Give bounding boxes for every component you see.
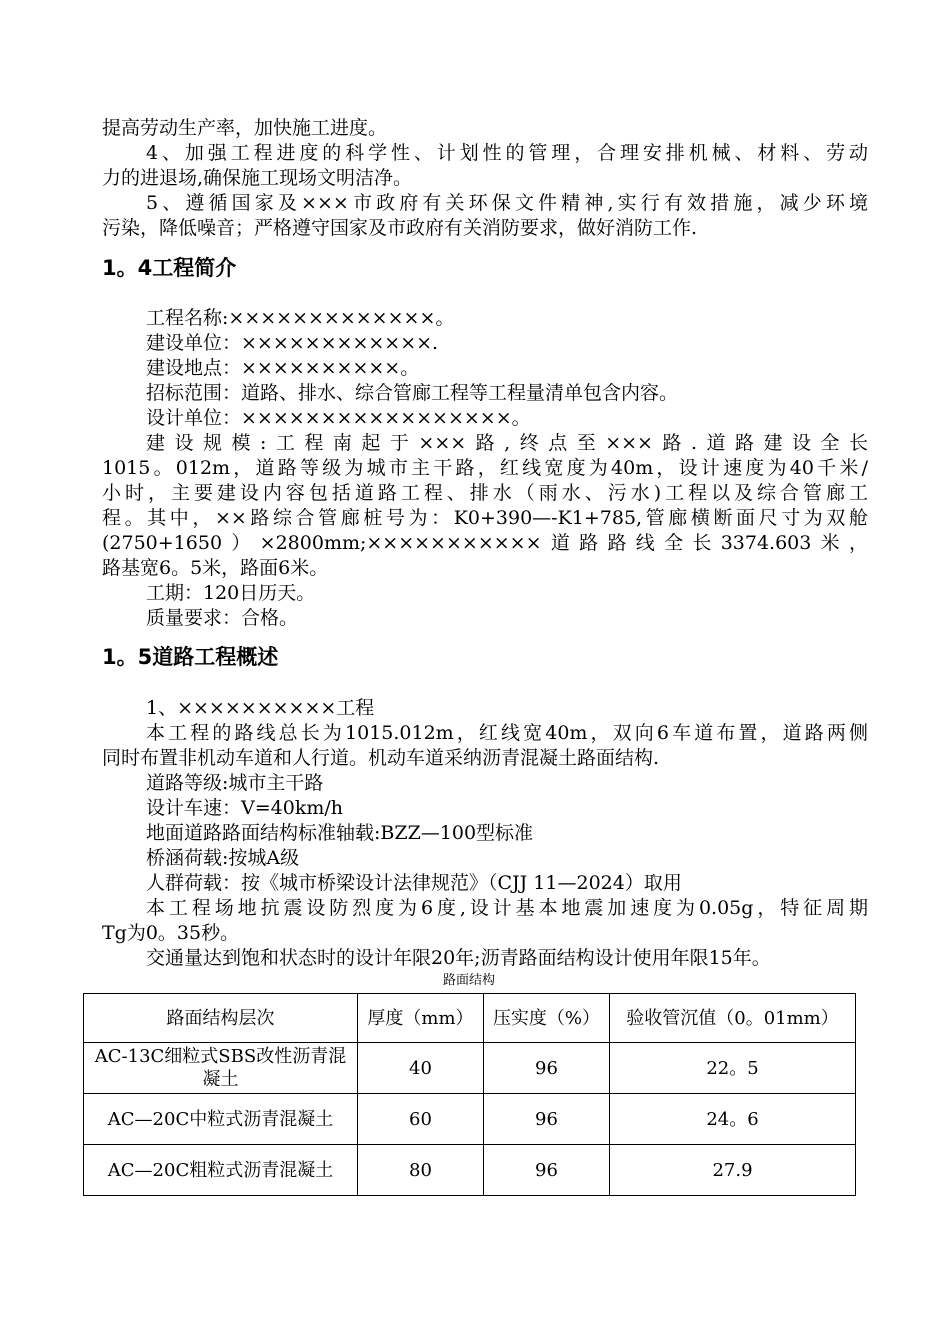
table-cell: 60	[358, 1094, 484, 1145]
info-line: 本工程场地抗震设防烈度为6度,设计基本地震加速度为0.05g，特征周期	[146, 897, 868, 919]
table-row	[84, 1043, 856, 1094]
column-header: 路面结构层次	[84, 994, 358, 1043]
info-line: 程。其中，××路综合管廊桩号为：K0+390—-K1+785,管廊横断面尺寸为双舱	[102, 507, 868, 529]
table-cell: 24。6	[610, 1094, 856, 1145]
info-line: 道路等级:城市主干路	[146, 772, 324, 794]
info-line: 建设地点：××××××××××。	[146, 357, 420, 379]
table-row	[84, 1145, 856, 1196]
table-header-row	[84, 994, 856, 1043]
column-header: 验收管沉值（0。01mm）	[610, 994, 856, 1043]
paragraph-line: 污染，降低噪音；严格遵守国家及市政府有关消防要求，做好消防工作.	[102, 217, 698, 239]
info-line: 人群荷载：按《城市桥梁设计法律规范》（CJJ 11—2024）取用	[146, 872, 682, 894]
table-cell: 40	[358, 1043, 484, 1094]
info-line: 同时布置非机动车道和人行道。机动车道采纳沥青混凝土路面结构.	[102, 747, 660, 769]
pavement-structure-table	[83, 993, 856, 1196]
column-header: 厚度（mm）	[358, 994, 484, 1043]
paragraph-line: 力的进退场,确保施工现场文明洁净。	[102, 167, 413, 189]
table-cell: 27.9	[610, 1145, 856, 1196]
info-line: 工程名称:×××××××××××××。	[146, 307, 455, 329]
paragraph-line: 提高劳动生产率，加快施工进度。	[102, 117, 388, 139]
info-line: 路基宽6。5米，路面6米。	[102, 557, 329, 579]
info-line: 设计单位：×××××××××××××××××。	[146, 407, 531, 429]
table-cell: 22。5	[610, 1043, 856, 1094]
paragraph-line: 5、遵循国家及×××市政府有关环保文件精神,实行有效措施，减少环境	[146, 192, 868, 214]
info-line: 地面道路路面结构标准轴载:BZZ—100型标准	[146, 822, 534, 844]
info-line: 招标范围：道路、排水、综合管廊工程等工程量清单包含内容。	[146, 382, 679, 404]
info-line: 小时，主要建设内容包括道路工程、排水（雨水、污水)工程以及综合管廊工	[102, 482, 868, 504]
info-line: 建设规模:工程南起于×××路,终点至×××路.道路建设全长	[146, 432, 868, 454]
info-line: 工期：120日历天。	[146, 582, 316, 604]
table-caption: 路面结构	[442, 973, 495, 988]
table-cell: 96	[484, 1145, 610, 1196]
table-cell: AC—20C粗粒式沥青混凝土	[84, 1145, 358, 1196]
info-line: 设计车速：V=40km/h	[146, 797, 343, 819]
table-cell: AC-13C细粒式SBS改性沥青混凝土	[84, 1043, 358, 1094]
paragraph-line: 4、加强工程进度的科学性、计划性的管理，合理安排机械、材料、劳动	[146, 142, 868, 164]
info-line: 建设单位：××××××××××××.	[146, 332, 439, 354]
info-line: 质量要求：合格。	[146, 607, 299, 629]
info-line: 1、××××××××××工程	[146, 697, 375, 719]
table-cell: 96	[484, 1094, 610, 1145]
info-line: 交通量达到饱和状态时的设计年限20年;沥青路面结构设计使用年限15年。	[146, 947, 771, 969]
section-heading: 1。5道路工程概述	[102, 645, 279, 669]
info-line: (2750+1650）×2800mm;×××××××××××道路路线全长3374.603米，	[102, 532, 868, 554]
info-line: 桥涵荷载:按城A级	[146, 847, 300, 869]
table-row	[84, 1094, 856, 1145]
table-cell: AC—20C中粒式沥青混凝土	[84, 1094, 358, 1145]
info-line: Tg为0。35秒。	[102, 922, 240, 944]
table-cell: 96	[484, 1043, 610, 1094]
column-header: 压实度（%）	[484, 994, 610, 1043]
info-line: 本工程的路线总长为1015.012m，红线宽40m，双向6车道布置，道路两侧	[146, 722, 868, 744]
info-line: 1015。012m，道路等级为城市主干路，红线宽度为40m，设计速度为40千米/	[102, 457, 868, 479]
table-cell: 80	[358, 1145, 484, 1196]
section-heading: 1。4工程简介	[102, 256, 237, 280]
